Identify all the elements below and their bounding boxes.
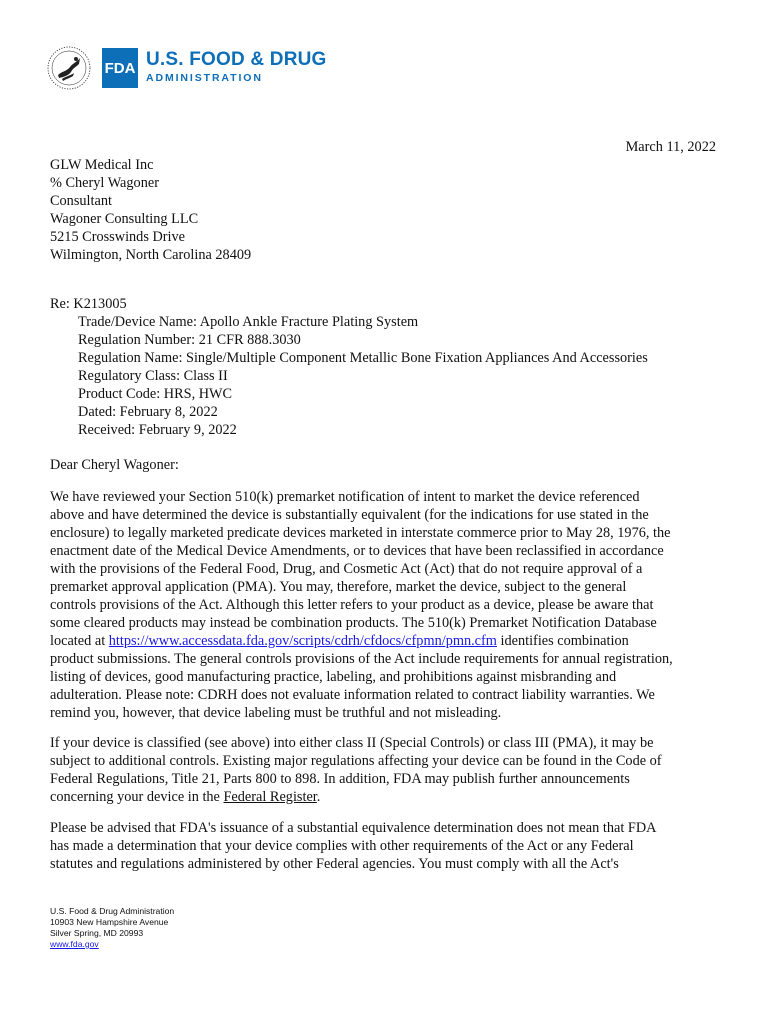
logo-subtitle: ADMINISTRATION: [146, 72, 263, 84]
paragraph-advisory: [50, 819, 720, 873]
paragraph-line: subject to additional controls. Existing major regulations affecting your device can be found in the Code of: [50, 753, 662, 769]
paragraph-line: premarket approval application (PMA). You may, therefore, market the device, subject to the general: [50, 579, 627, 595]
reference-detail: Regulation Name: Single/Multiple Component Metallic Bone Fixation Appliances And Accessories: [78, 350, 648, 366]
paragraph-determination: [50, 488, 720, 722]
paragraph-line: If your device is classified (see above) into either class II (Special Controls) or class III (PMA), it may be: [50, 735, 654, 751]
paragraph-line: product submissions. The general controls provisions of the Act include requirements for annual registration,: [50, 651, 673, 667]
paragraph-line-with-link: [50, 632, 720, 650]
paragraph-line: above and have determined the device is substantially equivalent (for the indications for use stated in the: [50, 507, 649, 523]
footer-org: U.S. Food & Drug Administration: [50, 906, 175, 916]
reference-detail: Product Code: HRS, HWC: [78, 386, 233, 402]
reference-detail: Received: February 9, 2022: [78, 422, 237, 438]
paragraph-classification: [50, 734, 720, 806]
address-line: 5215 Crosswinds Drive: [50, 229, 186, 245]
paragraph-line: has made a determination that your device complies with other requirements of the Act or any Federal: [50, 838, 634, 854]
address-line: GLW Medical Inc: [50, 157, 154, 173]
paragraph-line: adulteration. Please note: CDRH does not evaluate information related to contract liability warranties. We: [50, 687, 655, 703]
logo-title: U.S. FOOD & DRUG: [146, 49, 327, 70]
address-line: % Cheryl Wagoner: [50, 175, 159, 191]
paragraph-line: enactment date of the Medical Device Amendments, or to devices that have been reclassified in accordance: [50, 543, 664, 559]
paragraph-line: statutes and regulations administered by other Federal agencies. You must comply with all the Act's: [50, 856, 619, 872]
fda-logo: [46, 40, 327, 96]
link-suffix: identifies combination: [496, 633, 629, 649]
paragraph-line: controls provisions of the Act. Although this letter refers to your product as a device, please be aware that: [50, 597, 654, 613]
pmn-database-link[interactable]: https://www.accessdata.fda.gov/scripts/cdrh/cfdocs/cfpmn/pmn.cfm: [108, 633, 497, 649]
recipient-address: [50, 156, 251, 264]
reference-detail: Trade/Device Name: Apollo Ankle Fracture Plating System: [78, 314, 419, 330]
footer-address: [50, 906, 174, 950]
salutation: Dear Cheryl Wagoner:: [50, 457, 179, 473]
fda-badge: FDA: [102, 48, 138, 88]
paragraph-line: some cleared products may instead be combination products. The 510(k) Premarket Notification Database: [50, 615, 657, 631]
paragraph-line: remind you, however, that device labeling must be truthful and not misleading.: [50, 705, 502, 721]
federal-register-text: Federal Register: [223, 789, 317, 805]
reference-block: [50, 295, 648, 439]
reference-detail: Regulatory Class: Class II: [78, 368, 228, 384]
paragraph-line: with the provisions of the Federal Food, Drug, and Cosmetic Act (Act) that do not require approval of a: [50, 561, 643, 577]
federal-register-suffix: .: [316, 789, 321, 805]
reference-detail: Dated: February 8, 2022: [78, 404, 218, 420]
address-line: Wagoner Consulting LLC: [50, 211, 199, 227]
paragraph-line: Please be advised that FDA's issuance of a substantial equivalence determination does not mean that FDA: [50, 820, 657, 836]
paragraph-line: listing of devices, good manufacturing practice, labeling, and prohibitions against misbranding and: [50, 669, 617, 685]
letter-date: March 11, 2022: [625, 139, 716, 155]
reference-number: Re: K213005: [50, 296, 127, 312]
paragraph-line: Federal Regulations, Title 21, Parts 800 to 898. In addition, FDA may publish further announcements: [50, 771, 630, 787]
footer-street: 10903 New Hampshire Avenue: [50, 917, 169, 927]
hhs-seal-icon: [46, 45, 92, 91]
paragraph-line: [50, 788, 720, 806]
paragraph-line: enclosure) to legally marketed predicate devices marketed in interstate commerce prior to May 28, 1976, the: [50, 525, 671, 541]
footer-city: Silver Spring, MD 20993: [50, 928, 144, 938]
reference-detail: Regulation Number: 21 CFR 888.3030: [78, 332, 301, 348]
link-prefix: located at: [50, 633, 109, 649]
footer-website-link[interactable]: www.fda.gov: [50, 939, 99, 949]
paragraph-line: We have reviewed your Section 510(k) premarket notification of intent to market the device referenced: [50, 489, 640, 505]
address-line: Consultant: [50, 193, 112, 209]
federal-register-prefix: concerning your device in the: [50, 789, 224, 805]
address-line: Wilmington, North Carolina 28409: [50, 247, 252, 263]
